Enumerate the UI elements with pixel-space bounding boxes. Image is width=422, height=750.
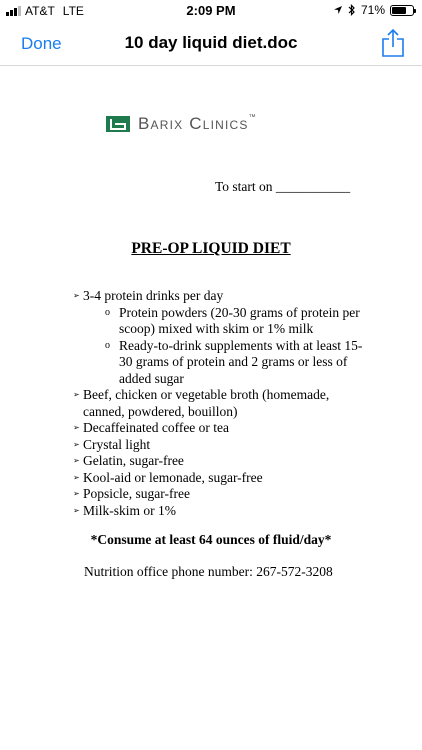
- list-item: ➢ Milk-skim or 1%: [73, 502, 176, 518]
- circle-bullet-icon: o: [105, 306, 110, 318]
- status-time: 2:09 PM: [186, 3, 236, 18]
- list-item: ➢ Decaffeinated coffee or tea: [73, 420, 230, 435]
- list-item: ➢ 3-4 protein drinks per day o Protein powders (20-30 grams of protein per scoop) mixed with skim or 1% milk o Ready-to-drink supplements with at least 15-30 grams of protein and 2 grams or less of added sugar: [73, 288, 373, 387]
- start-date-line: To start on ___________: [215, 179, 351, 194]
- list-item: ➢ Gelatin, sugar-free: [73, 453, 184, 468]
- location-icon: [333, 5, 343, 15]
- diet-title: PRE-OP LIQUID DIET: [131, 240, 291, 257]
- barix-logo: [106, 114, 257, 134]
- share-icon[interactable]: [380, 28, 406, 58]
- list-item: o Protein powders (20-30 grams of protein per scoop) mixed with skim or 1% milk: [105, 304, 360, 336]
- fluid-intake-note: *Consume at least 64 ounces of fluid/day*: [90, 532, 332, 547]
- phone-number-line: Nutrition office phone number: 267-572-3208: [84, 564, 333, 579]
- list-item: ➢ Popsicle, sugar-free: [73, 486, 190, 501]
- carrier-label: AT&T: [25, 4, 55, 18]
- nav-bar: [0, 22, 422, 66]
- done-button[interactable]: Done: [21, 34, 62, 53]
- arrow-bullet-icon: ➢: [73, 439, 80, 449]
- list-item: ➢ Kool-aid or lemonade, sugar-free: [73, 469, 263, 485]
- list-item: ➢ Beef, chicken or vegetable broth (homemade, canned, powdered, bouillon): [73, 387, 330, 419]
- list-item: o Ready-to-drink supplements with at least 15-30 grams of protein and 2 grams or less of added sugar: [105, 337, 363, 386]
- list-item: ➢ Crystal light: [73, 436, 151, 452]
- arrow-bullet-icon: ➢: [73, 472, 80, 482]
- arrow-bullet-icon: ➢: [73, 456, 80, 465]
- bluetooth-icon: [348, 4, 356, 16]
- status-bar: [0, 0, 422, 22]
- sub-list: [105, 305, 373, 388]
- document-title: 10 day liquid diet.doc: [124, 33, 298, 52]
- circle-bullet-icon: o: [105, 339, 110, 351]
- arrow-bullet-icon: ➢: [73, 489, 80, 498]
- arrow-bullet-icon: ➢: [73, 505, 80, 515]
- logo-text: Barix Clinics™: [138, 114, 257, 133]
- network-label: LTE: [62, 4, 84, 18]
- arrow-bullet-icon: ➢: [73, 291, 80, 300]
- diet-list: [73, 288, 373, 519]
- battery-percent: 71%: [360, 3, 385, 17]
- document-view[interactable]: [0, 66, 422, 750]
- arrow-bullet-icon: ➢: [73, 390, 80, 399]
- battery-icon: [390, 5, 414, 16]
- barix-logo-icon: [106, 116, 130, 132]
- arrow-bullet-icon: ➢: [73, 423, 80, 432]
